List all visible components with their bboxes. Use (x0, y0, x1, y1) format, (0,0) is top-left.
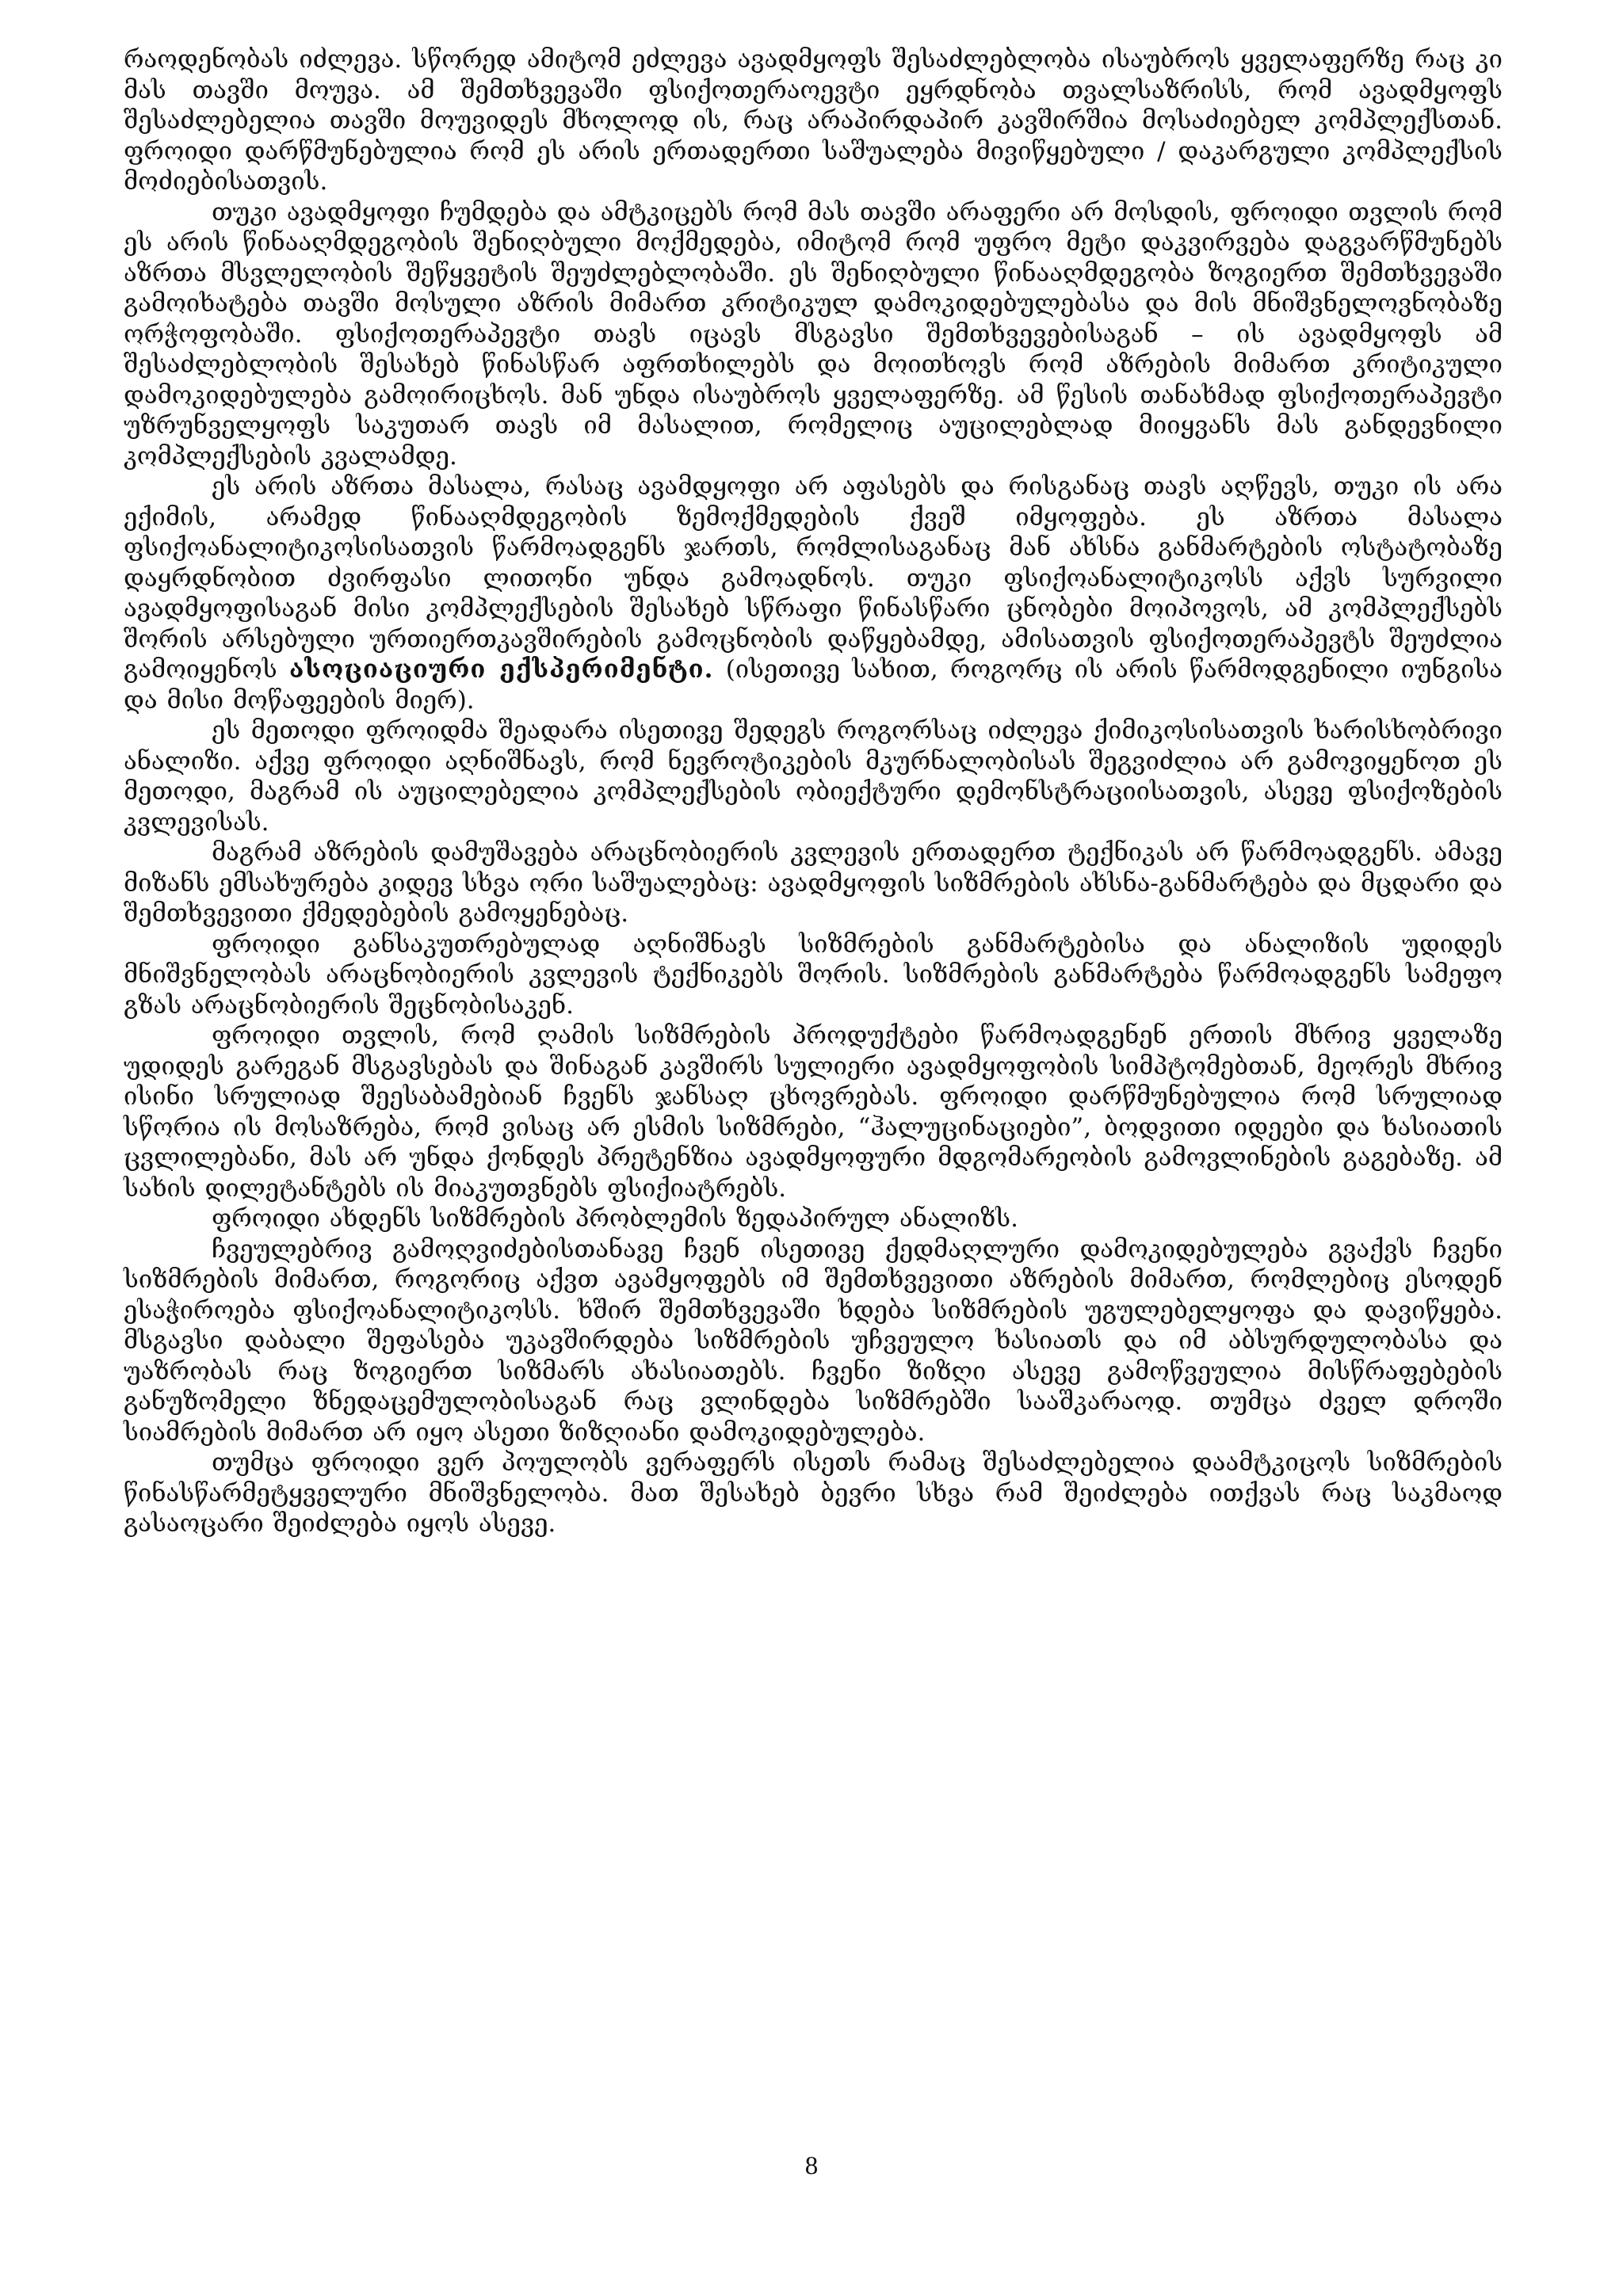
paragraph-8: ფროიდი ახდენს სიზმრების პრობლემის ზედაპირულ ანალიზს. (212, 1204, 1018, 1233)
paragraph-4: ეს მეთოდი ფროიდმა შეადარა ისეთივე შედეგს როგორსაც იძლევა ქიმიკოსისათვის ხარისხობრივი ანალიზი. აქვე ფროიდი აღნიშნავს, რომ ნევროტიკების მკურნალობისას შეგვიძლია არ გამოვიყენოთ ეს მეთოდი, მაგრამ ის აუცილებელია კომპლექსების ობიექტური დემონსტრაციისათვის, ასევე ფსიქოზების კვლევისას. (124, 716, 1503, 837)
paragraph-1: რაოდენობას იძლევა. სწორედ ამიტომ ეძლევა ავადმყოფს შესაძლებლობა ისაუბროს ყველაფერზე რაც კი მას თავში მოუვა. ამ შემთხვევაში ფსიქოთერაოევტი ეყრდნობა თვალსაზრისს, რომ ავადმყოფს შესაძლებელია თავში მოუვიდეს მხოლოდ ის, რაც არაპირდაპირ კავშირშია მოსაძიებელ კომპლექსთან. ფროიდი დარწმუნებულია რომ ეს არის ერთადერთი საშუალება მივიწყებული / დაკარგული კომპლექსის მოძიებისათვის. (124, 45, 1503, 196)
paragraph-3-text-before: ეს არის აზრთა მასალა, რასაც ავამდყოფი არ აფასებს და რისგანაც თავს აღწევს, თუკი ის არა ექიმის, არამედ წინააღმდეგობის ზემოქმედების ქვეშ იმყოფება. ეს აზრთა მასალა ფსიქოანალიტიკოსისათვის წარმოადგენს ჯართს, რომლისაგანაც მან ახსნა განმარტების ოსტატობაზე დაყრდნობით ძვირფასი ლითონი უნდა გამოადნოს. თუკი ფსიქოანალიტიკოსს აქვს სურვილი ავადმყოფისაგან მისი კომპლექსების შესახებ სწრაფი წინასწარი ცნობები მოიპოვოს, ამ კომპლექსებს შორის არსებული ურთიერთკავშირების გამოცნობის დაწყებამდე, ამისათვის ფსიქოთერაპევტს შეუძლია გამოიყენოს (124, 472, 1503, 684)
paragraph-9: ჩვეულებრივ გამოღვიძებისთანავე ჩვენ ისეთივე ქედმაღლური დამოკიდებულება გვაქვს ჩვენი სიზმრების მიმართ, როგორიც აქვთ ავამყოფებს იმ შემთხვევითი აზრების მიმართ, რომლებიც ესოდენ ესაჭიროება ფსიქოანალიტიკოსს. ხშირ შემთხვევაში ხდება სიზმრების უგულებელყოფა და დავიწყება. მსგავსი დაბალი შეფასება უკავშირდება სიზმრების უჩვეულო ხასიათს და იმ აბსურდულობასა და უაზრობას რაც ზოგიერთ სიზმარს ახასიათებს. ჩვენი ზიზღი ასევე გამოწვეულია მისწრაფებების განუზომელი ზნედაცემულობისაგან რაც ვლინდება სიზმრებში სააშკარაოდ. თუმცა ძველ დროში სიამრების მიმართ არ იყო ასეთი ზიზღიანი დამოკიდებულება. (124, 1234, 1503, 1447)
paragraph-3-text-after: (ისეთივე სახით, როგორც ის არის წარმოდგენილი იუნგისა და მისი მოწაფეების მიერ). (124, 655, 1503, 715)
document-page (124, 44, 1503, 1539)
paragraph-6: ფროიდი განსაკუთრებულად აღნიშნავს სიზმრების განმარტებისა და ანალიზის უდიდეს მნიშვნელობას არაცნობიერის კვლევის ტექნიკებს შორის. სიზმრების განმარტება წარმოადგენს სამეფო გზას არაცნობიერის შეცნობისაკენ. (124, 929, 1503, 1020)
paragraph-5: მაგრამ აზრების დამუშავება არაცნობიერის კვლევის ერთადერთ ტექნიკას არ წარმოადგენს. ამავე მიზანს ემსახურება კიდევ სხვა ორი საშუალებაც: ავადმყოფის სიზმრების ახსნა-განმარტება და მცდარი და შემთხვევითი ქმედებების გამოყენებაც. (124, 838, 1503, 928)
paragraph-10: თუმცა ფროიდი ვერ პოულობს ვერაფერს ისეთს რამაც შესაძლებელია დაამტკიცოს სიზმრების წინასწარმეტყველური მნიშვნელობა. მათ შესახებ ბევრი სხვა რამ შეიძლება ითქვას რაც საკმაოდ გასაოცარი შეიძლება იყოს ასევე. (124, 1448, 1503, 1538)
emphasized-term: ასოციაციური ექსპერიმენტი. (288, 655, 714, 684)
page-number: 8 (804, 2152, 819, 2180)
paragraph-7: ფროიდი თვლის, რომ ღამის სიზმრების პროდუქტები წარმოადგენენ ერთის მხრივ ყველაზე უდიდეს გარეგან მსგავსებას და შინაგან კავშირს სულიერი ავადმყოფობის სიმპტომებთან, მეორეს მხრივ ისინი სრულიად შეესაბამებიან ჩვენს ჯანსაღ ცხოვრებას. ფროიდი დარწმუნებულია რომ სრულიად სწორია ის მოსაზრება, რომ ვისაც არ ესმის სიზმრები, “ჰალუცინაციები”, ბოდვითი იდეები და ხასიათის ცვლილებანი, მას არ უნდა ქონდეს პრეტენზია ავადმყოფური მდგომარეობის გამოვლინების გაგებაზე. ამ სახის დილეტანტებს ის მიაკუთვნებს ფსიქიატრებს. (124, 1021, 1503, 1203)
paragraph-2: თუკი ავადმყოფი ჩუმდება და ამტკიცებს რომ მას თავში არაფერი არ მოსდის, ფროიდი თვლის რომ ეს არის წინააღმდეგობის შენიღბული მოქმედება, იმიტომ რომ უფრო მეტი დაკვირვება დაგვარწმუნებს აზრთა მსვლელობის შეწყვეტის შეუძლებლობაში. ეს შენიღბული წინააღმდეგობა ზოგიერთ შემთხვევაში გამოიხატება თავში მოსული აზრის მიმართ კრიტიკულ დამოკიდებულებასა და მის მნიშვნელოვნობაზე ორჭოფობაში. ფსიქოთერაპევტი თავს იცავს მსგავსი შემთხვევებისაგან – ის ავადმყოფს ამ შესაძლებლობის შესახებ წინასწარ აფრთხილებს და მოითხოვს რომ აზრების მიმართ კრიტიკული დამოკიდებულება გამოირიცხოს. მან უნდა ისაუბროს ყველაფერზე. ამ წესის თანახმად ფსიქოთერაპევტი უზრუნველყოფს საკუთარ თავს იმ მასალით, რომელიც აუცილებლად მიიყვანს მას განდევნილი კომპლექსების კვალამდე. (124, 197, 1503, 471)
paragraph-3 (124, 471, 1503, 715)
